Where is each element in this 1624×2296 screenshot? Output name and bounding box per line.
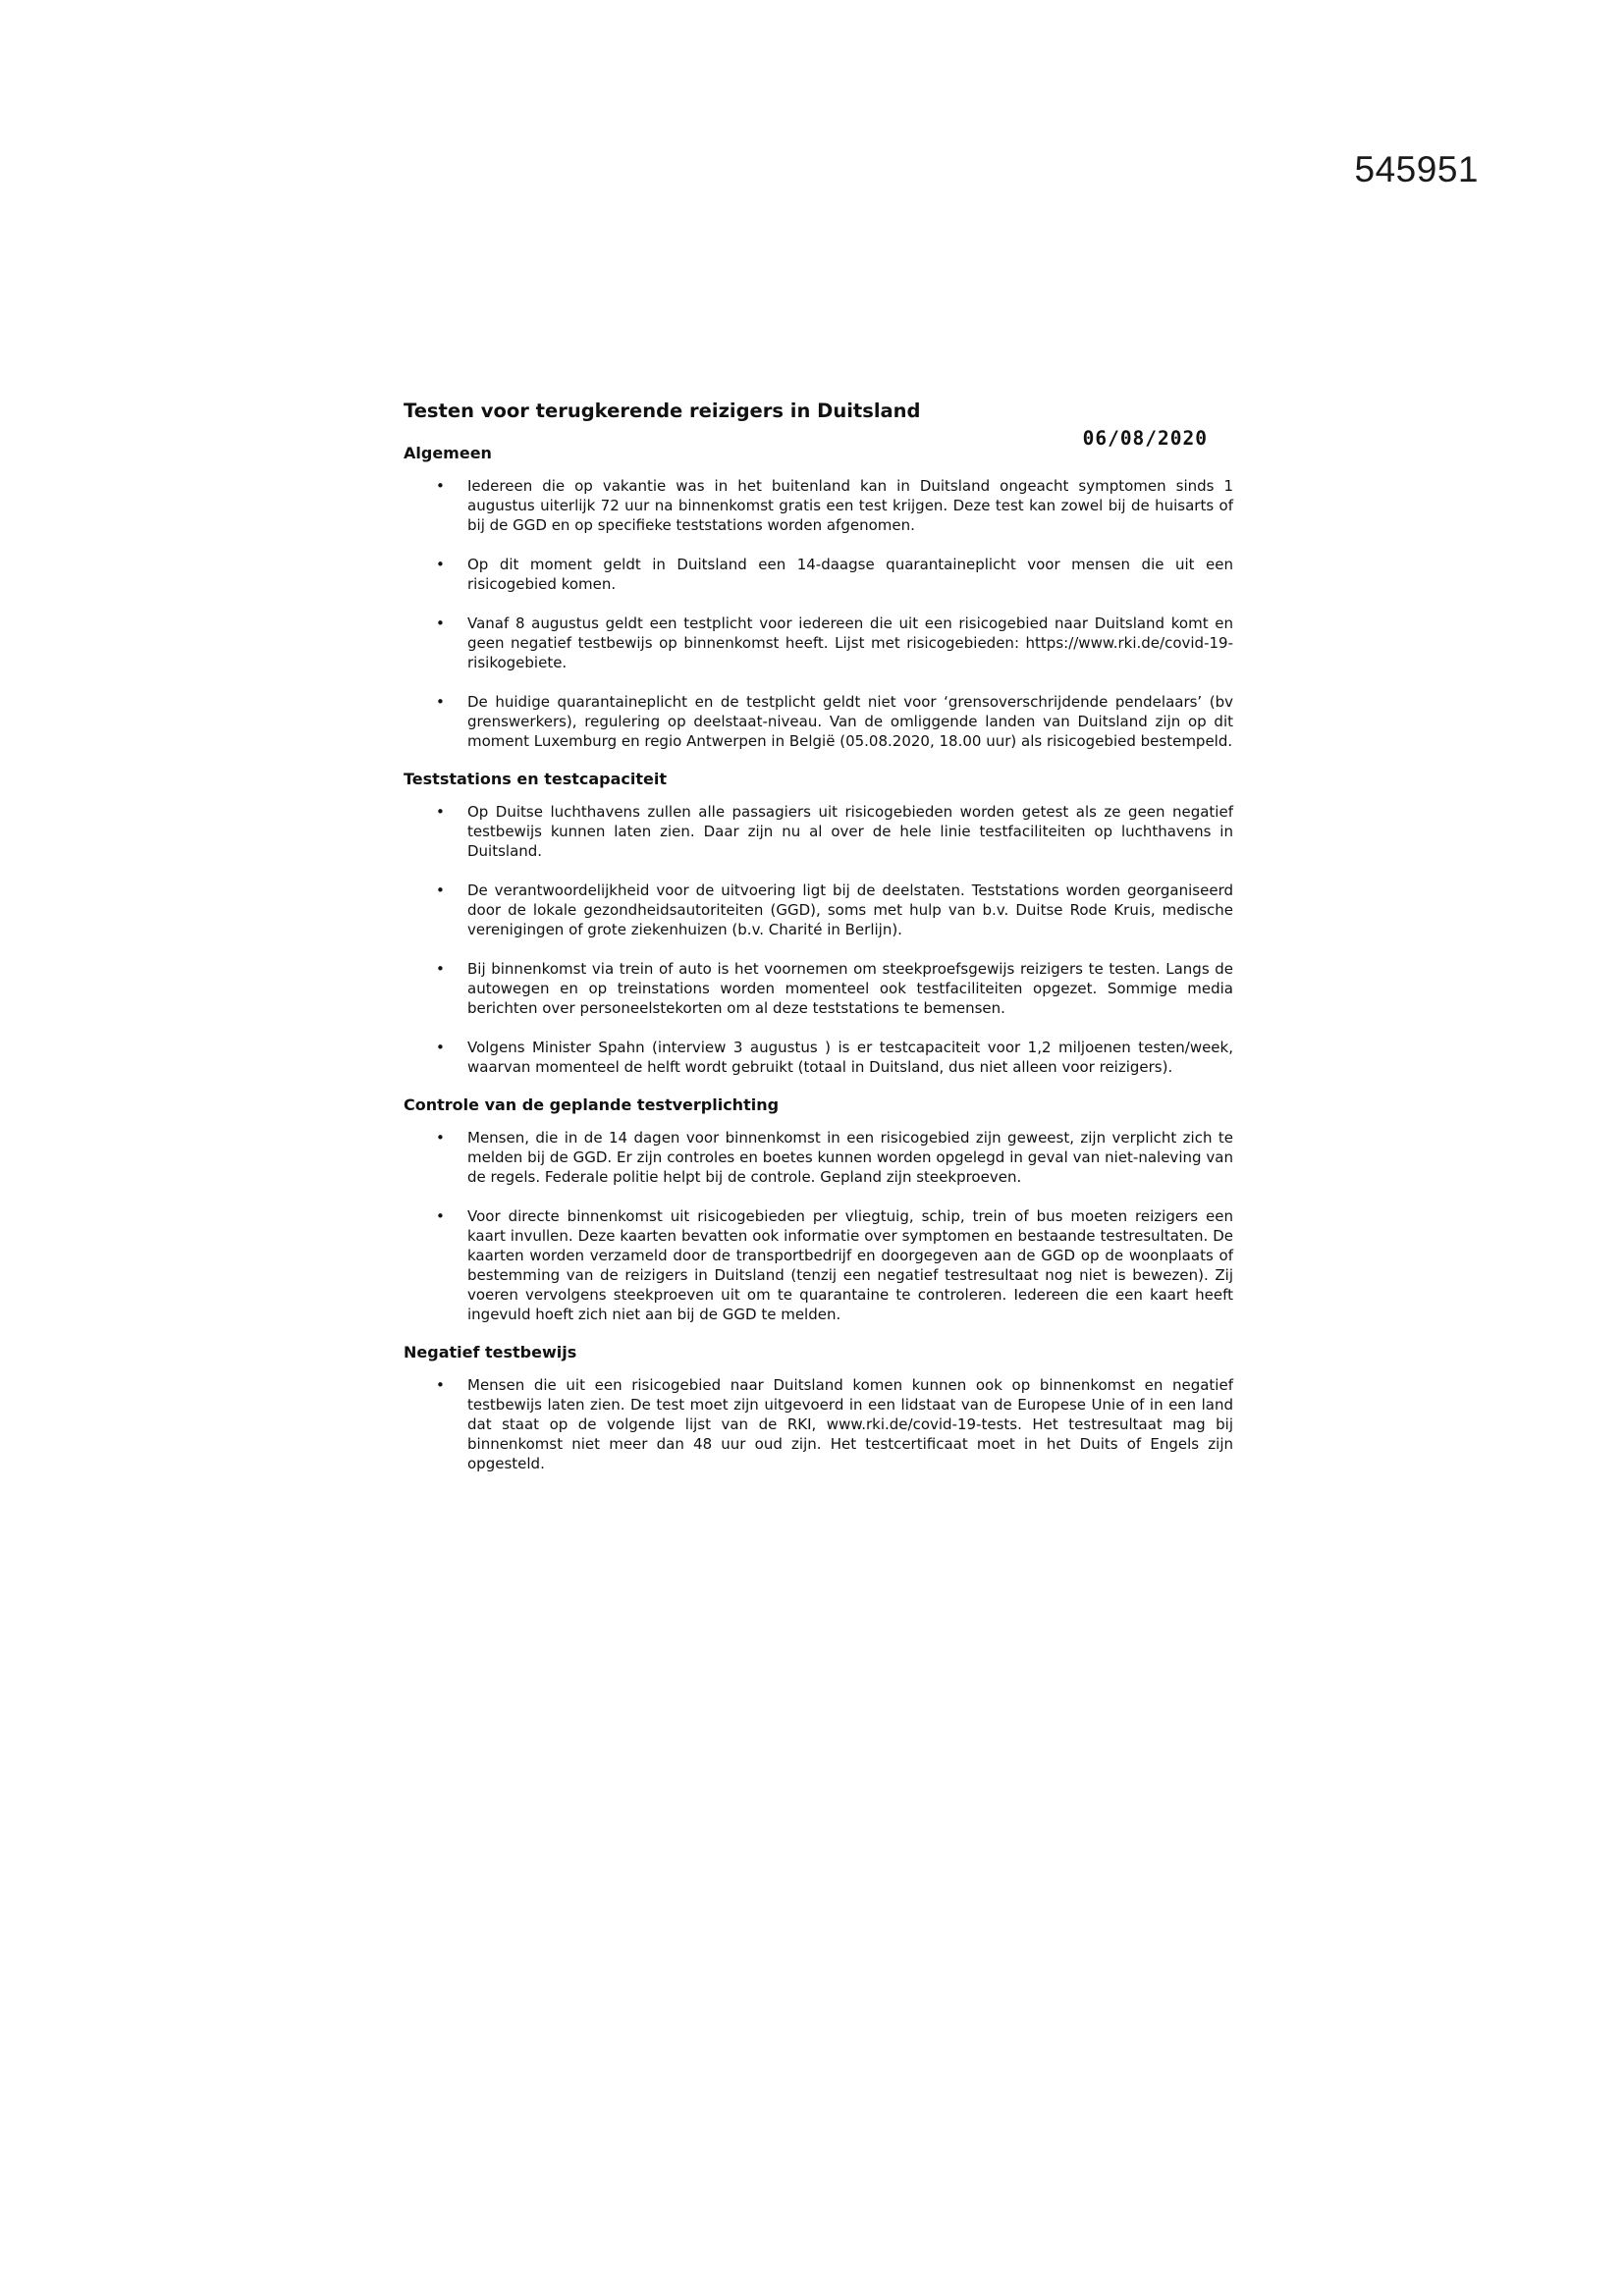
document-title: Testen voor terugkerende reizigers in Duitsland	[404, 400, 921, 422]
bullet-icon: •	[436, 1207, 445, 1225]
list-item-text: Op Duitse luchthavens zullen alle passagiers uit risicogebieden worden getest als ze geen negatief testbewijs kunnen laten zien. Daar zijn nu al over de hele linie testfaciliteiten op luchthavens in Duitsland.	[467, 803, 1233, 860]
list-item	[404, 802, 1233, 861]
list-item	[404, 614, 1233, 672]
list-item	[404, 959, 1233, 1018]
section-algemeen	[404, 443, 1233, 751]
list-item-text: Voor directe binnenkomst uit risicogebieden per vliegtuig, schip, trein of bus moeten reizigers een kaart invullen. Deze kaarten bevatten ook informatie over symptomen en bestaande testresultaten. De kaarten worden verzameld door de transportbedrijf en doorgegeven aan de GGD op de woonplaats of bestemming van de reizigers in Duitsland (tenzij een negatief testresultaat nog niet is bewezen). Zij voeren vervolgens steekproeven uit om te quarantaine te controleren. Iedereen die een kaart heeft ingevuld hoeft zich niet aan bij de GGD te melden.	[467, 1207, 1233, 1323]
bullet-icon: •	[436, 1129, 445, 1147]
list-item-text: Iedereen die op vakantie was in het buitenland kan in Duitsland ongeacht symptomen sinds 1 augustus uiterlijk 72 uur na binnenkomst gratis een test krijgen. Deze test kan zowel bij de huisarts of bij de GGD en op specifieke teststations worden afgenomen.	[467, 477, 1233, 534]
list-item	[404, 692, 1233, 751]
bullet-list	[404, 802, 1233, 1077]
bullet-list	[404, 476, 1233, 751]
list-item	[404, 1375, 1233, 1473]
list-item-text: Volgens Minister Spahn (interview 3 augustus ) is er testcapaciteit voor 1,2 miljoenen testen/week, waarvan momenteel de helft wordt gebruikt (totaal in Duitsland, dus niet alleen voor reizigers).	[467, 1039, 1233, 1076]
list-item	[404, 555, 1233, 594]
section-heading: Negatief testbewijs	[404, 1343, 577, 1362]
list-item-text: Mensen die uit een risicogebied naar Duitsland komen kunnen ook op binnenkomst en negatief testbewijs laten zien. De test moet zijn uitgevoerd in een lidstaat van de Europese Unie of in een land dat staat op de volgende lijst van de RKI, www.rki.de/covid-19-tests. Het testresultaat mag bij binnenkomst niet meer dan 48 uur oud zijn. Het testcertificaat moet in het Duits of Engels zijn opgesteld.	[467, 1376, 1233, 1472]
list-item	[404, 476, 1233, 535]
list-item	[404, 881, 1233, 939]
bullet-icon: •	[436, 556, 445, 573]
bullet-icon: •	[436, 960, 445, 978]
list-item-text: De verantwoordelijkheid voor de uitvoering ligt bij de deelstaten. Teststations worden georganiseerd door de lokale gezondheidsautoriteiten (GGD), soms met hulp van b.v. Duitse Rode Kruis, medische verenigingen of grote ziekenhuizen (b.v. Charité in Berlijn).	[467, 881, 1233, 938]
document-date: 06/08/2020	[1082, 427, 1208, 450]
list-item-text: Mensen, die in de 14 dagen voor binnenkomst in een risicogebied zijn geweest, zijn verplicht zich te melden bij de GGD. Er zijn controles en boetes kunnen worden opgelegd in geval van niet-naleving van de regels. Federale politie helpt bij de controle. Gepland zijn steekproeven.	[467, 1129, 1233, 1186]
list-item-text: Bij binnenkomst via trein of auto is het voornemen om steekproefsgewijs reizigers te testen. Langs de autowegen en op treinstations worden momenteel ook testfaciliteiten opgezet. Sommige media berichten over personeelstekorten om al deze teststations te bemensen.	[467, 960, 1233, 1017]
bullet-list	[404, 1128, 1233, 1324]
section-teststations	[404, 769, 1233, 1077]
bullet-icon: •	[436, 803, 445, 821]
list-item	[404, 1128, 1233, 1187]
list-item-text: Vanaf 8 augustus geldt een testplicht voor iedereen die uit een risicogebied naar Duitsland komt en geen negatief testbewijs op binnenkomst heeft. Lijst met risicogebieden: https://www.rki.de/covid-19-risikogebiete.	[467, 614, 1233, 671]
list-item-text: Op dit moment geldt in Duitsland een 14-daagse quarantaineplicht voor mensen die uit een risicogebied komen.	[467, 556, 1233, 593]
list-item	[404, 1206, 1233, 1324]
bullet-icon: •	[436, 693, 445, 711]
document-body	[404, 400, 1233, 1473]
section-negatief-testbewijs	[404, 1342, 1233, 1473]
section-heading: Algemeen	[404, 444, 492, 462]
list-item	[404, 1038, 1233, 1077]
section-heading: Teststations en testcapaciteit	[404, 770, 668, 788]
section-heading: Controle van de geplande testverplichting	[404, 1095, 780, 1114]
document-id: 545951	[1354, 149, 1479, 189]
bullet-list	[404, 1375, 1233, 1473]
bullet-icon: •	[436, 1376, 445, 1394]
bullet-icon: •	[436, 881, 445, 899]
list-item-text: De huidige quarantaineplicht en de testplicht geldt niet voor ‘grensoverschrijdende pendelaars’ (bv grenswerkers), regulering op deelstaat-niveau. Van de omliggende landen van Duitsland zijn op dit moment Luxemburg en regio Antwerpen in België (05.08.2020, 18.00 uur) als risicogebied bestempeld.	[467, 693, 1233, 750]
bullet-icon: •	[436, 477, 445, 495]
bullet-icon: •	[436, 1039, 445, 1056]
section-controle	[404, 1095, 1233, 1324]
bullet-icon: •	[436, 614, 445, 632]
